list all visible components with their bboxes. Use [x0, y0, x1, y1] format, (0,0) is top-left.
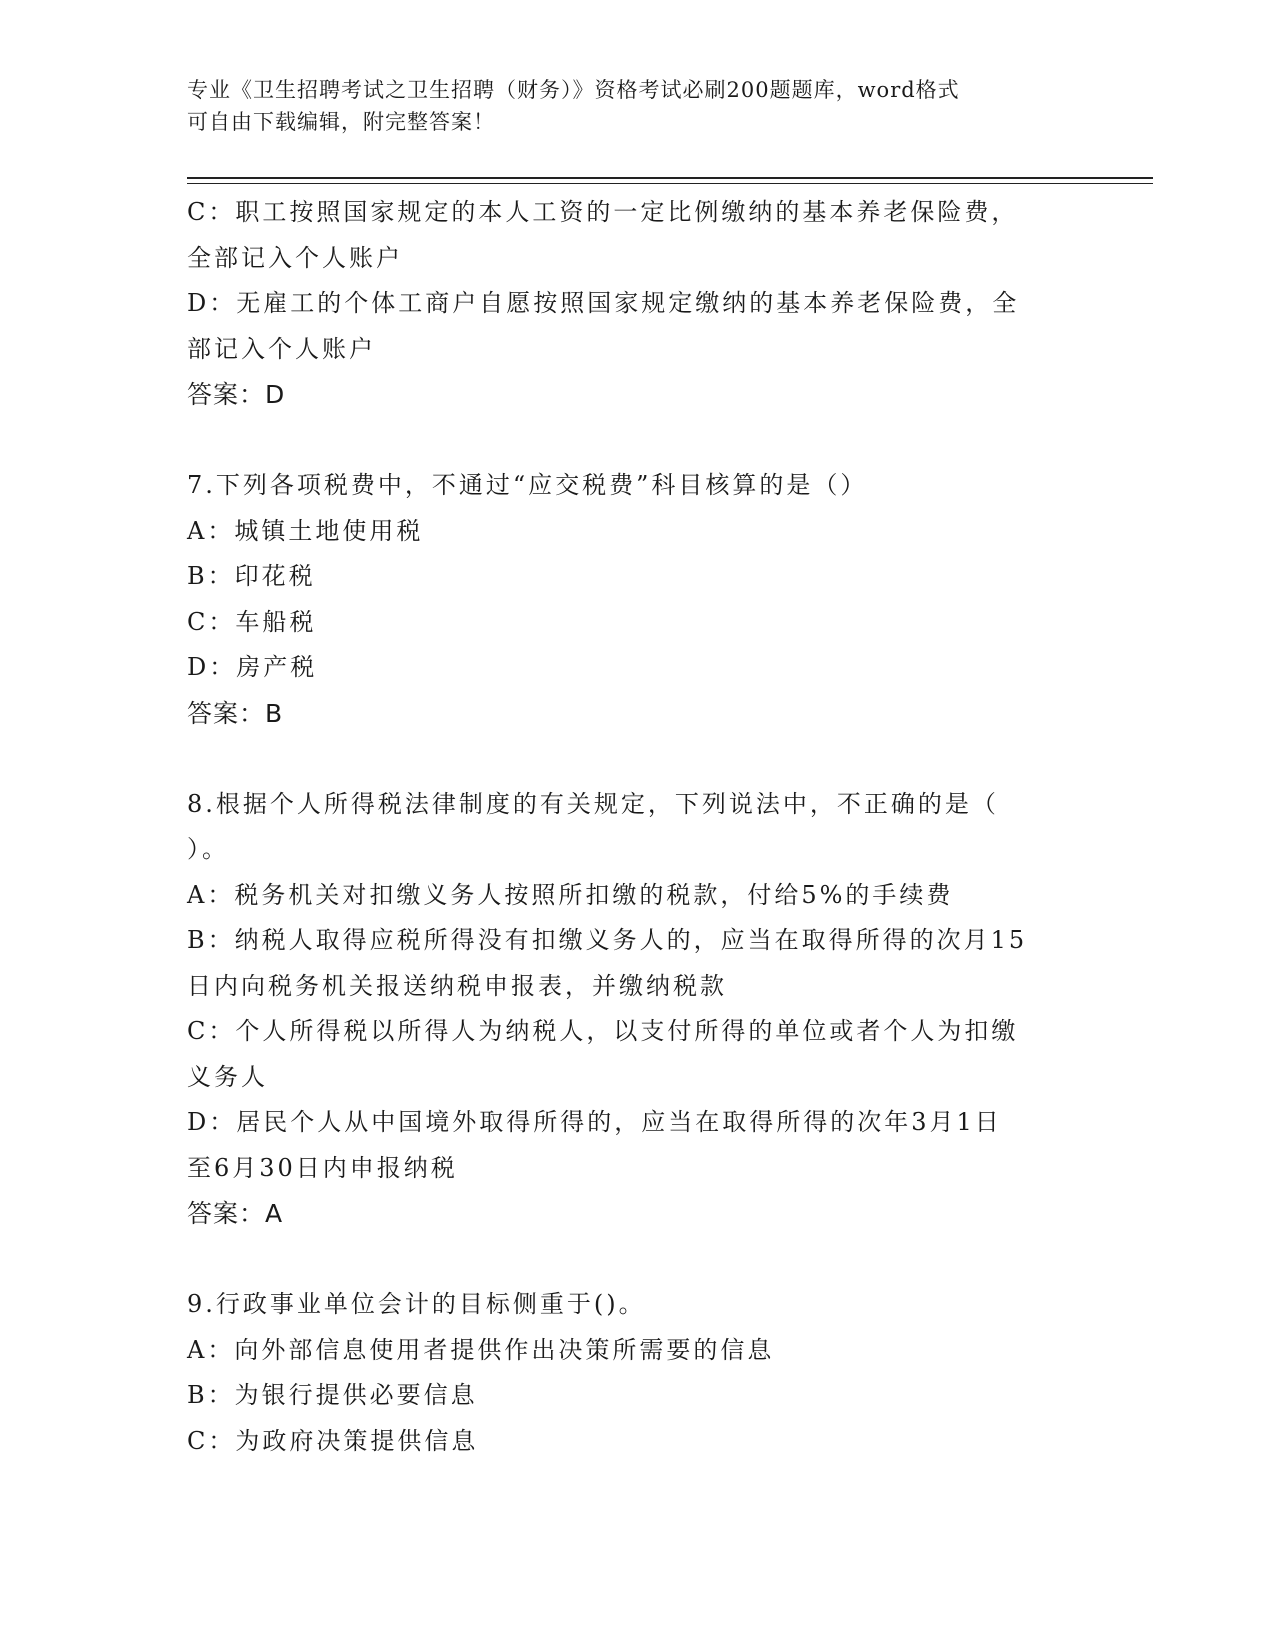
spacer [187, 736, 1087, 782]
question-9 [187, 1282, 1087, 1464]
answer-label: 答案：B [187, 698, 284, 728]
question-stem-line-1: 8.根据个人所得税法律制度的有关规定，下列说法中，不正确的是（ [187, 789, 999, 818]
question-content [187, 190, 1087, 1464]
option-c-line-2: 全部记入个人账户 [187, 243, 403, 272]
option-b: B：为银行提供必要信息 [187, 1381, 478, 1409]
option-b-line-2: 日内向税务机关报送纳税申报表，并缴纳税款 [187, 971, 727, 1000]
question-stem: 7.下列各项税费中，不通过“应交税费”科目核算的是（） [187, 471, 868, 499]
option-a: A：税务机关对扣缴义务人按照所扣缴的税款，付给5%的手续费 [187, 880, 954, 909]
spacer [187, 418, 1087, 464]
answer-label: 答案：A [187, 1199, 284, 1228]
option-d-line-2: 部记入个人账户 [187, 334, 376, 363]
question-7 [187, 463, 1087, 736]
header-title-line-1: 专业《卫生招聘考试之卫生招聘（财务）》资格考试必刷200题题库，word格式 [187, 78, 960, 102]
header-divider-thin [187, 183, 1153, 184]
option-d-line-1: D：无雇工的个体工商户自愿按照国家规定缴纳的基本养老保险费，全 [187, 289, 1020, 317]
option-d: D：房产税 [187, 653, 318, 681]
question-stem: 9.行政事业单位会计的目标侧重于()。 [187, 1290, 646, 1318]
question-8 [187, 782, 1087, 1237]
header-divider-thick [187, 177, 1153, 179]
option-c: C：为政府决策提供信息 [187, 1426, 479, 1455]
document-header [187, 74, 1087, 138]
option-c-line-2: 义务人 [187, 1062, 268, 1091]
option-c: C：车船税 [187, 607, 317, 636]
option-d-line-2: 至6月30日内申报纳税 [187, 1153, 458, 1182]
spacer [187, 1237, 1087, 1283]
option-b-line-1: B：纳税人取得应税所得没有扣缴义务人的，应当在取得所得的次月15 [187, 926, 1028, 954]
answer-label: 答案：D [187, 380, 286, 409]
option-a: A：向外部信息使用者提供作出决策所需要的信息 [187, 1335, 775, 1364]
question-6-tail [187, 190, 1087, 418]
option-c-line-1: C：职工按照国家规定的本人工资的一定比例缴纳的基本养老保险费， [187, 198, 1019, 226]
option-b: B：印花税 [187, 562, 316, 590]
header-title-line-2: 可自由下载编辑，附完整答案！ [187, 110, 495, 134]
option-a: A：城镇土地使用税 [187, 516, 424, 545]
option-c-line-1: C：个人所得税以所得人为纳税人，以支付所得的单位或者个人为扣缴 [187, 1017, 1019, 1045]
question-stem-line-2: ）。 [187, 835, 229, 863]
option-d-line-1: D：居民个人从中国境外取得所得的，应当在取得所得的次年3月1日 [187, 1108, 1002, 1136]
